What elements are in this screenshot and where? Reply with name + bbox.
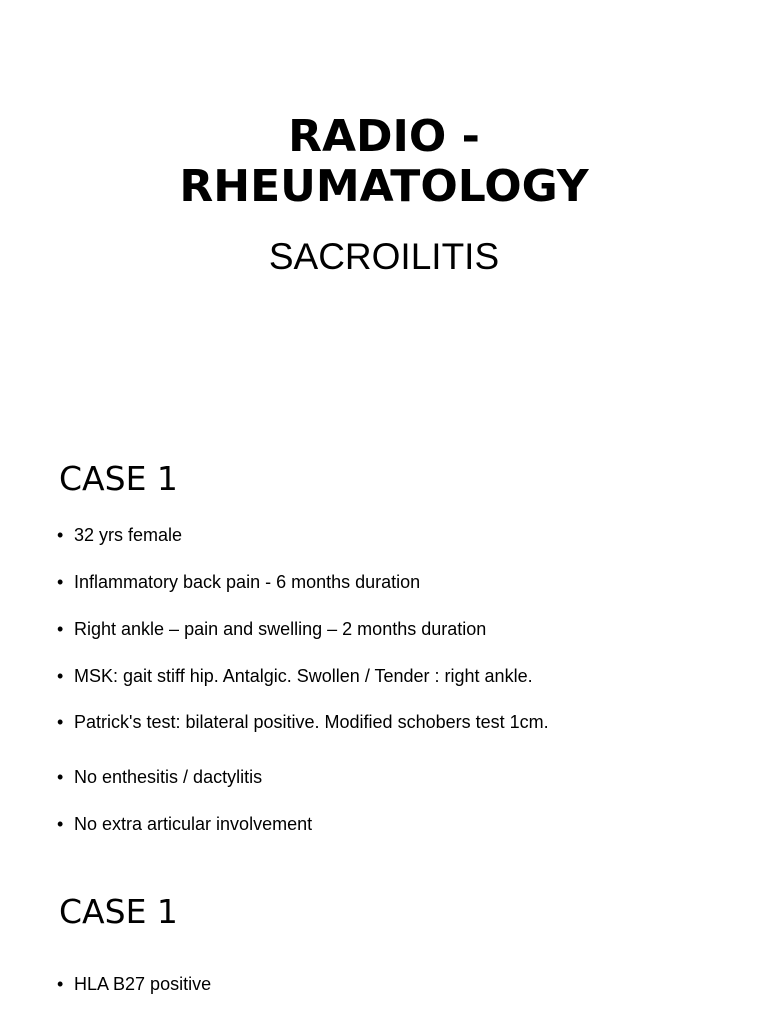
list-item: •No extra articular involvement bbox=[57, 813, 312, 835]
title-line-2: RHEUMATOLOGY bbox=[179, 161, 589, 212]
section-heading: CASE 1 bbox=[59, 892, 178, 931]
bullet-icon bbox=[57, 665, 74, 687]
bullet-icon bbox=[57, 524, 74, 546]
list-item: •Patrick's test: bilateral positive. Modified schobers test 1cm. bbox=[57, 711, 549, 733]
title-line-1: RADIO - bbox=[288, 111, 480, 162]
section-heading: CASE 1 bbox=[59, 459, 178, 498]
bullet-icon bbox=[57, 618, 74, 640]
list-item: •No enthesitis / dactylitis bbox=[57, 766, 262, 788]
bullet-icon bbox=[57, 766, 74, 788]
list-item: •MSK: gait stiff hip. Antalgic. Swollen / Tender : right ankle. bbox=[57, 665, 533, 687]
bullet-icon bbox=[57, 813, 74, 835]
bullet-icon bbox=[57, 973, 74, 995]
list-item: •HLA B27 positive bbox=[57, 973, 211, 995]
page-title bbox=[0, 112, 768, 212]
list-item: •Inflammatory back pain - 6 months duration bbox=[57, 571, 420, 593]
bullet-icon bbox=[57, 571, 74, 593]
bullet-icon bbox=[57, 711, 74, 733]
list-item: •Right ankle – pain and swelling – 2 months duration bbox=[57, 618, 486, 640]
page-subtitle: SACROILITIS bbox=[268, 236, 500, 277]
list-item: •32 yrs female bbox=[57, 524, 182, 546]
